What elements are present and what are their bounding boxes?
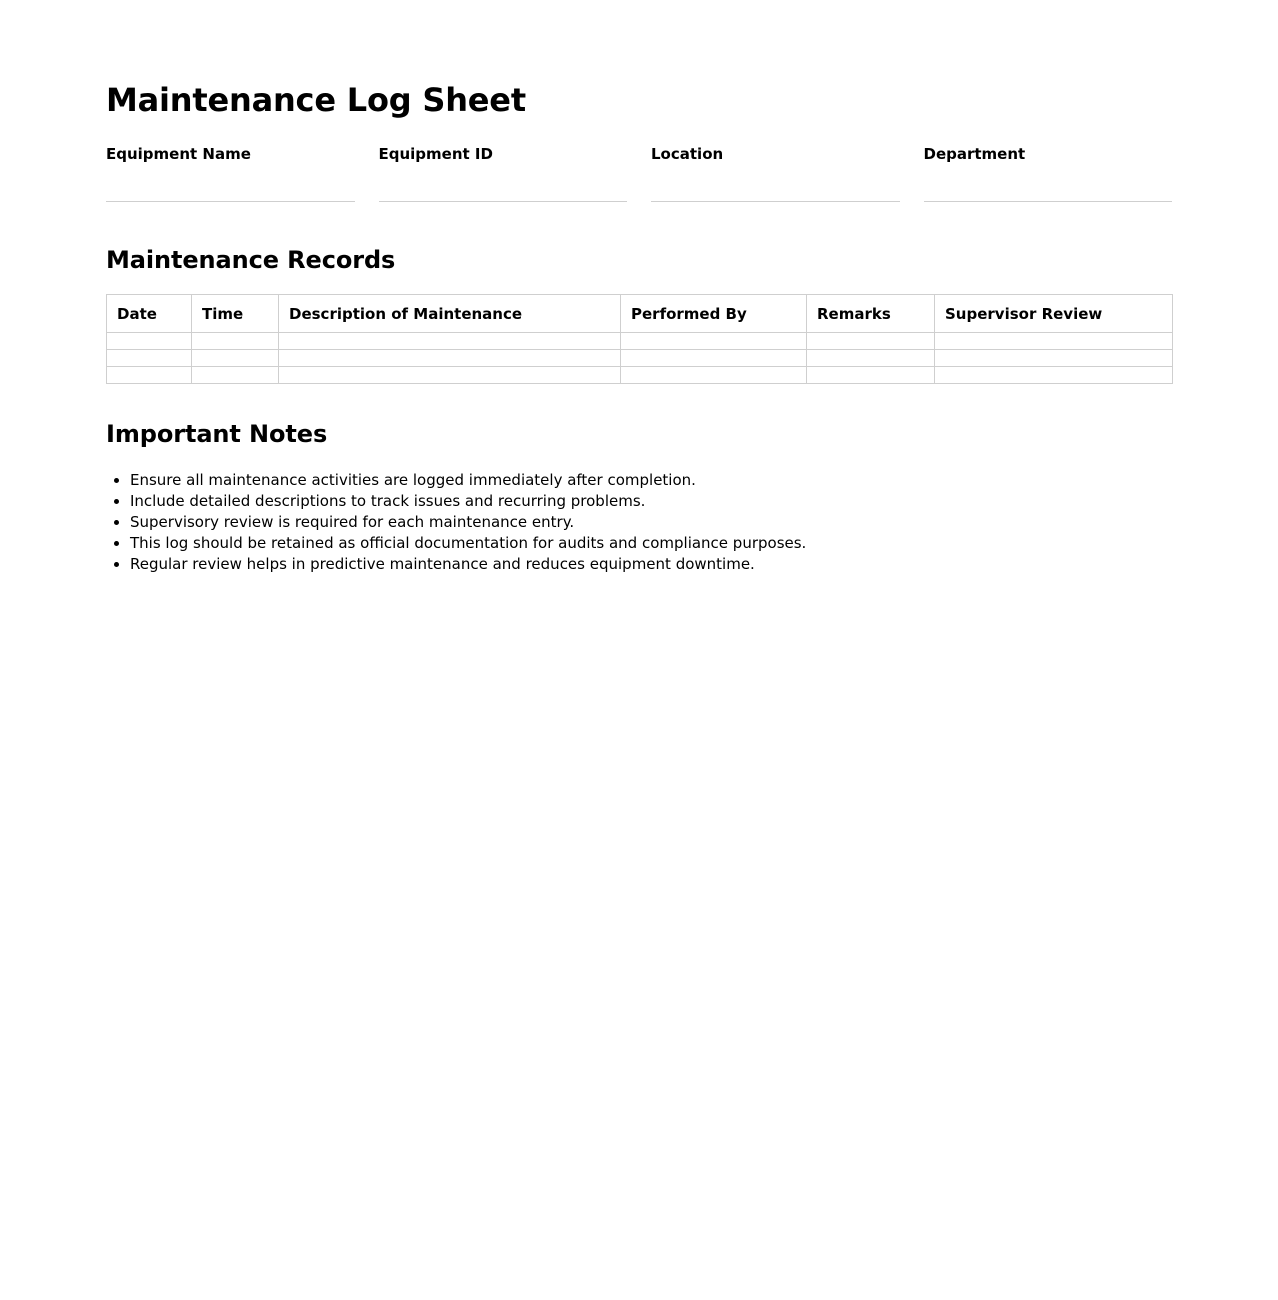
document-page [0,0,1172,575]
table-cell[interactable] [621,350,807,367]
records-section-title: Maintenance Records [106,246,396,274]
table-cell[interactable] [935,333,1173,350]
notes-list [106,470,1172,575]
table-cell[interactable] [621,367,807,384]
list-item: • Ensure all maintenance activities are logged immediately after completion. [130,470,1172,491]
table-cell[interactable] [192,367,279,384]
table-header-row [107,295,1173,333]
table-cell[interactable] [107,350,192,367]
table-cell[interactable] [807,333,935,350]
field-label: Department [923,145,1026,163]
field-label: Equipment ID [378,145,493,163]
column-header-supervisor-review: Supervisor Review [935,295,1173,333]
location-input[interactable] [651,172,900,202]
list-item: • This log should be retained as official documentation for audits and compliance purposes. [130,533,1172,554]
list-item: • Include detailed descriptions to track issues and recurring problems. [130,491,1172,512]
notes-section-title: Important Notes [106,420,328,448]
table-cell[interactable] [279,350,621,367]
field-label: Equipment Name [106,145,251,163]
table-row [107,367,1173,384]
table-cell[interactable] [192,350,279,367]
field-department [924,144,1173,202]
table-row [107,333,1173,350]
column-header-time: Time [192,295,279,333]
table-cell[interactable] [107,367,192,384]
table-cell[interactable] [807,350,935,367]
column-header-description: Description of Maintenance [279,295,621,333]
table-cell[interactable] [935,350,1173,367]
table-cell[interactable] [279,367,621,384]
field-equipment-name [106,144,355,202]
table-cell[interactable] [935,367,1173,384]
page-title: Maintenance Log Sheet [106,81,526,119]
field-equipment-id [379,144,628,202]
equipment-id-input[interactable] [379,172,628,202]
table-row [107,350,1173,367]
list-item: • Supervisory review is required for each maintenance entry. [130,512,1172,533]
table-cell[interactable] [192,333,279,350]
equipment-fields [106,144,1172,202]
column-header-date: Date [107,295,192,333]
column-header-remarks: Remarks [807,295,935,333]
equipment-name-input[interactable] [106,172,355,202]
table-cell[interactable] [107,333,192,350]
department-input[interactable] [924,172,1173,202]
column-header-performed-by: Performed By [621,295,807,333]
maintenance-records-table [106,294,1173,384]
table-cell[interactable] [807,367,935,384]
list-item: • Regular review helps in predictive maintenance and reduces equipment downtime. [130,554,1172,575]
table-cell[interactable] [621,333,807,350]
field-label: Location [651,145,724,163]
table-cell[interactable] [279,333,621,350]
field-location [651,144,900,202]
